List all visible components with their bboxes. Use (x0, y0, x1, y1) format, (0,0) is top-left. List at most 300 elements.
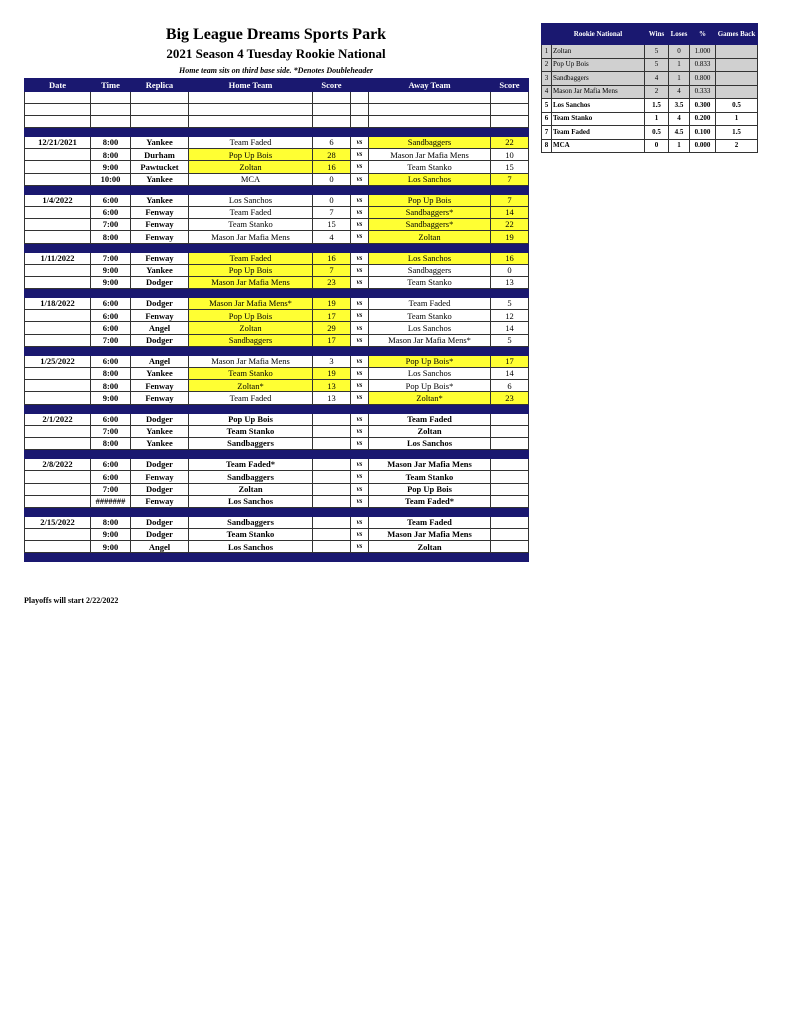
standings-pct: 0.100 (690, 126, 716, 140)
home-team: Pop Up Bois (189, 149, 313, 161)
game-date: 1/11/2022 (25, 252, 91, 264)
separator-cell (189, 128, 313, 137)
game-time: 6:00 (91, 206, 131, 218)
away-team: Los Sanchos (369, 322, 491, 334)
standings-pct: 0.000 (690, 139, 716, 153)
game-replica: Fenway (131, 495, 189, 507)
separator-cell (25, 185, 91, 194)
game-time: 8:00 (91, 149, 131, 161)
standings-rank: 7 (542, 126, 552, 140)
away-score (491, 425, 529, 437)
game-row (25, 459, 529, 471)
standings-pct: 0.800 (690, 72, 716, 86)
standings-loses: 4.5 (669, 126, 690, 140)
vs-label: vs (351, 368, 369, 380)
standings-row (542, 139, 758, 153)
blank-cell (351, 116, 369, 128)
separator-cell (189, 507, 313, 516)
blank-cell (313, 104, 351, 116)
home-score: 17 (313, 310, 351, 322)
game-replica: Dodger (131, 516, 189, 528)
away-score: 7 (491, 173, 529, 185)
home-team: Los Sanchos (189, 194, 313, 206)
blank-cell (91, 104, 131, 116)
away-team: Zoltan (369, 541, 491, 553)
separator-cell (313, 243, 351, 252)
week-separator (25, 553, 529, 562)
game-date (25, 392, 91, 404)
pct-header: % (690, 24, 716, 45)
wins-header: Wins (645, 24, 669, 45)
game-time: 9:00 (91, 529, 131, 541)
separator-cell (351, 346, 369, 355)
games-back-header: Games Back (716, 24, 758, 45)
away-score (491, 413, 529, 425)
separator-cell (189, 404, 313, 413)
week-separator (25, 346, 529, 355)
separator-cell (369, 553, 491, 562)
separator-cell (313, 404, 351, 413)
separator-cell (131, 507, 189, 516)
game-replica: Fenway (131, 310, 189, 322)
game-time: 8:00 (91, 516, 131, 528)
standings-games-back (716, 45, 758, 59)
home-team: Sandbaggers (189, 334, 313, 346)
separator-cell (91, 128, 131, 137)
vs-label: vs (351, 173, 369, 185)
game-date (25, 495, 91, 507)
standings-team: Mason Jar Mafia Mens (552, 85, 645, 99)
loses-header: Loses (669, 24, 690, 45)
home-team: Team Faded* (189, 459, 313, 471)
standings-body (542, 24, 758, 153)
game-row (25, 264, 529, 276)
separator-cell (25, 243, 91, 252)
vs-label: vs (351, 380, 369, 392)
vs-label: vs (351, 276, 369, 288)
game-replica: Dodger (131, 298, 189, 310)
separator-cell (131, 450, 189, 459)
replica-header: Replica (131, 79, 189, 92)
home-score (313, 529, 351, 541)
away-score (491, 516, 529, 528)
separator-cell (131, 185, 189, 194)
vs-label: vs (351, 206, 369, 218)
blank-cell (313, 92, 351, 104)
game-time: 9:00 (91, 264, 131, 276)
game-date (25, 471, 91, 483)
game-row (25, 413, 529, 425)
separator-cell (351, 128, 369, 137)
away-team: Pop Up Bois* (369, 380, 491, 392)
game-date (25, 310, 91, 322)
schedule-table (24, 78, 529, 562)
blank-cell (369, 104, 491, 116)
away-team: Sandbaggers (369, 264, 491, 276)
away-score: 22 (491, 137, 529, 149)
away-team: Sandbaggers* (369, 219, 491, 231)
away-score: 14 (491, 322, 529, 334)
away-score (491, 495, 529, 507)
away-score: 15 (491, 161, 529, 173)
game-replica: Fenway (131, 471, 189, 483)
game-row (25, 437, 529, 449)
vs-label: vs (351, 149, 369, 161)
away-score (491, 529, 529, 541)
home-score (313, 495, 351, 507)
home-score (313, 413, 351, 425)
standings-loses: 1 (669, 139, 690, 153)
home-team: Team Faded (189, 206, 313, 218)
vs-label: vs (351, 334, 369, 346)
standings-wins: 5 (645, 58, 669, 72)
blank-cell (25, 104, 91, 116)
home-score (313, 425, 351, 437)
game-time: 8:00 (91, 368, 131, 380)
away-team: Team Stanko (369, 161, 491, 173)
vs-label: vs (351, 137, 369, 149)
separator-cell (351, 553, 369, 562)
schedule-body (25, 79, 529, 562)
game-replica: Fenway (131, 231, 189, 243)
blank-cell (369, 92, 491, 104)
away-score: 17 (491, 355, 529, 367)
game-row (25, 231, 529, 243)
vs-label: vs (351, 322, 369, 334)
standings-rank: 2 (542, 58, 552, 72)
game-time: 6:00 (91, 298, 131, 310)
blank-cell (313, 116, 351, 128)
game-replica: Pawtucket (131, 161, 189, 173)
standings-rank: 6 (542, 112, 552, 126)
blank-cell (189, 116, 313, 128)
away-team: Pop Up Bois (369, 194, 491, 206)
game-replica: Dodger (131, 529, 189, 541)
vs-label: vs (351, 252, 369, 264)
away-team: Sandbaggers* (369, 206, 491, 218)
game-replica: Dodger (131, 334, 189, 346)
standings-row (542, 99, 758, 113)
game-row (25, 322, 529, 334)
away-score: 23 (491, 392, 529, 404)
week-separator (25, 243, 529, 252)
away-score: 0 (491, 264, 529, 276)
away-team-header: Away Team (369, 79, 491, 92)
separator-cell (369, 185, 491, 194)
schedule-note: Home team sits on third base side. *Denotes Doubleheader (179, 66, 373, 75)
game-time: 8:00 (91, 380, 131, 392)
game-time: 7:00 (91, 252, 131, 264)
game-row (25, 194, 529, 206)
game-replica: Dodger (131, 483, 189, 495)
home-team: Los Sanchos (189, 495, 313, 507)
blank-cell (25, 92, 91, 104)
game-time: 6:00 (91, 194, 131, 206)
game-date (25, 206, 91, 218)
standings-team: Pop Up Bois (552, 58, 645, 72)
standings-loses: 1 (669, 58, 690, 72)
playoffs-note: Playoffs will start 2/22/2022 (24, 596, 119, 605)
separator-cell (313, 128, 351, 137)
separator-cell (369, 346, 491, 355)
separator-cell (369, 404, 491, 413)
home-score (313, 459, 351, 471)
separator-cell (351, 507, 369, 516)
game-date: 1/25/2022 (25, 355, 91, 367)
game-date (25, 334, 91, 346)
separator-cell (189, 185, 313, 194)
blank-row (25, 116, 529, 128)
home-score (313, 437, 351, 449)
vs-header (351, 79, 369, 92)
game-row (25, 173, 529, 185)
away-team: Mason Jar Mafia Mens (369, 459, 491, 471)
standings-loses: 4 (669, 85, 690, 99)
standings-games-back (716, 58, 758, 72)
away-score (491, 459, 529, 471)
blank-cell (131, 92, 189, 104)
home-team: Zoltan (189, 483, 313, 495)
away-score: 5 (491, 334, 529, 346)
home-team: Team Faded (189, 137, 313, 149)
standings-loses: 1 (669, 72, 690, 86)
game-row (25, 310, 529, 322)
game-replica: Angel (131, 355, 189, 367)
game-row (25, 529, 529, 541)
home-score: 0 (313, 173, 351, 185)
vs-label: vs (351, 219, 369, 231)
game-replica: Durham (131, 149, 189, 161)
away-team: Zoltan* (369, 392, 491, 404)
vs-label: vs (351, 495, 369, 507)
home-score: 4 (313, 231, 351, 243)
separator-cell (351, 185, 369, 194)
separator-cell (313, 185, 351, 194)
blank-cell (491, 104, 529, 116)
blank-cell (491, 92, 529, 104)
division-header: Rookie National (552, 24, 645, 45)
home-score (313, 541, 351, 553)
standings-loses: 0 (669, 45, 690, 59)
game-date (25, 380, 91, 392)
separator-cell (351, 243, 369, 252)
away-team: Team Faded (369, 298, 491, 310)
standings-row (542, 72, 758, 86)
week-separator (25, 128, 529, 137)
away-score (491, 471, 529, 483)
vs-label: vs (351, 437, 369, 449)
vs-label: vs (351, 161, 369, 173)
standings-games-back: 2 (716, 139, 758, 153)
vs-label: vs (351, 483, 369, 495)
home-team: Zoltan (189, 322, 313, 334)
game-time: 6:00 (91, 355, 131, 367)
separator-cell (369, 128, 491, 137)
standings-wins: 0.5 (645, 126, 669, 140)
separator-cell (491, 553, 529, 562)
separator-cell (91, 507, 131, 516)
home-team: Mason Jar Mafia Mens (189, 355, 313, 367)
away-score-header: Score (491, 79, 529, 92)
away-score (491, 541, 529, 553)
home-team: Pop Up Bois (189, 310, 313, 322)
separator-cell (491, 128, 529, 137)
away-team: Team Faded* (369, 495, 491, 507)
standings-wins: 2 (645, 85, 669, 99)
game-date (25, 437, 91, 449)
game-date (25, 173, 91, 185)
home-team: Sandbaggers (189, 516, 313, 528)
game-replica: Dodger (131, 276, 189, 288)
game-row (25, 380, 529, 392)
home-score: 23 (313, 276, 351, 288)
separator-cell (91, 404, 131, 413)
game-time: 8:00 (91, 231, 131, 243)
separator-cell (313, 507, 351, 516)
game-replica: Dodger (131, 413, 189, 425)
blank-row (25, 104, 529, 116)
home-team: Team Stanko (189, 368, 313, 380)
home-team: Team Faded (189, 252, 313, 264)
game-date (25, 264, 91, 276)
blank-cell (369, 116, 491, 128)
separator-cell (313, 289, 351, 298)
home-team: Mason Jar Mafia Mens (189, 231, 313, 243)
standings-team: Sandbaggers (552, 72, 645, 86)
separator-cell (91, 553, 131, 562)
game-replica: Angel (131, 322, 189, 334)
separator-cell (351, 404, 369, 413)
game-date (25, 219, 91, 231)
separator-cell (91, 185, 131, 194)
standings-games-back (716, 85, 758, 99)
standings-table (541, 23, 758, 153)
game-row (25, 206, 529, 218)
home-score: 16 (313, 252, 351, 264)
separator-cell (25, 450, 91, 459)
separator-cell (91, 450, 131, 459)
away-team: Zoltan (369, 231, 491, 243)
vs-label: vs (351, 529, 369, 541)
game-replica: Yankee (131, 437, 189, 449)
home-team: Team Stanko (189, 219, 313, 231)
blank-cell (25, 116, 91, 128)
standings-row (542, 58, 758, 72)
home-score (313, 471, 351, 483)
blank-cell (189, 104, 313, 116)
away-score: 6 (491, 380, 529, 392)
home-score: 17 (313, 334, 351, 346)
separator-cell (491, 289, 529, 298)
vs-label: vs (351, 231, 369, 243)
game-replica: Yankee (131, 264, 189, 276)
game-replica: Fenway (131, 380, 189, 392)
blank-cell (491, 116, 529, 128)
home-score (313, 483, 351, 495)
separator-cell (25, 553, 91, 562)
home-team: Sandbaggers (189, 437, 313, 449)
standings-pct: 0.333 (690, 85, 716, 99)
away-team: Team Faded (369, 413, 491, 425)
standings-row (542, 112, 758, 126)
game-row (25, 355, 529, 367)
home-team: Pop Up Bois (189, 264, 313, 276)
standings-rank: 1 (542, 45, 552, 59)
game-row (25, 368, 529, 380)
away-score: 19 (491, 231, 529, 243)
separator-cell (313, 553, 351, 562)
separator-cell (491, 450, 529, 459)
away-score: 14 (491, 206, 529, 218)
vs-label: vs (351, 264, 369, 276)
away-team: Mason Jar Mafia Mens* (369, 334, 491, 346)
away-score (491, 483, 529, 495)
game-date: 1/4/2022 (25, 194, 91, 206)
standings-rank: 8 (542, 139, 552, 153)
game-row (25, 541, 529, 553)
vs-label: vs (351, 310, 369, 322)
game-replica: Fenway (131, 252, 189, 264)
separator-cell (25, 404, 91, 413)
separator-cell (491, 404, 529, 413)
standings-pct: 1.000 (690, 45, 716, 59)
away-team: Mason Jar Mafia Mens (369, 149, 491, 161)
blank-cell (91, 92, 131, 104)
separator-cell (351, 289, 369, 298)
standings-loses: 3.5 (669, 99, 690, 113)
separator-cell (91, 289, 131, 298)
standings-team: Zoltan (552, 45, 645, 59)
game-date: 1/18/2022 (25, 298, 91, 310)
game-row (25, 516, 529, 528)
separator-cell (91, 346, 131, 355)
separator-cell (131, 346, 189, 355)
away-score: 14 (491, 368, 529, 380)
time-header: Time (91, 79, 131, 92)
blank-row (25, 92, 529, 104)
away-team: Zoltan (369, 425, 491, 437)
home-score: 0 (313, 194, 351, 206)
blank-cell (91, 116, 131, 128)
standings-team: Team Stanko (552, 112, 645, 126)
home-team: Team Stanko (189, 529, 313, 541)
game-row (25, 392, 529, 404)
home-score: 3 (313, 355, 351, 367)
standings-pct: 0.300 (690, 99, 716, 113)
rank-header (542, 24, 552, 45)
game-time: 6:00 (91, 471, 131, 483)
separator-cell (25, 507, 91, 516)
vs-label: vs (351, 541, 369, 553)
vs-label: vs (351, 392, 369, 404)
vs-label: vs (351, 355, 369, 367)
home-team: Team Stanko (189, 425, 313, 437)
away-team: Team Stanko (369, 276, 491, 288)
home-team: Mason Jar Mafia Mens (189, 276, 313, 288)
game-date (25, 529, 91, 541)
game-date (25, 276, 91, 288)
week-separator (25, 289, 529, 298)
separator-cell (369, 450, 491, 459)
game-time: 9:00 (91, 161, 131, 173)
away-team: Pop Up Bois* (369, 355, 491, 367)
game-row (25, 252, 529, 264)
standings-team: MCA (552, 139, 645, 153)
week-separator (25, 450, 529, 459)
page-title: Big League Dreams Sports Park (165, 26, 387, 43)
separator-cell (369, 507, 491, 516)
home-team: Pop Up Bois (189, 413, 313, 425)
